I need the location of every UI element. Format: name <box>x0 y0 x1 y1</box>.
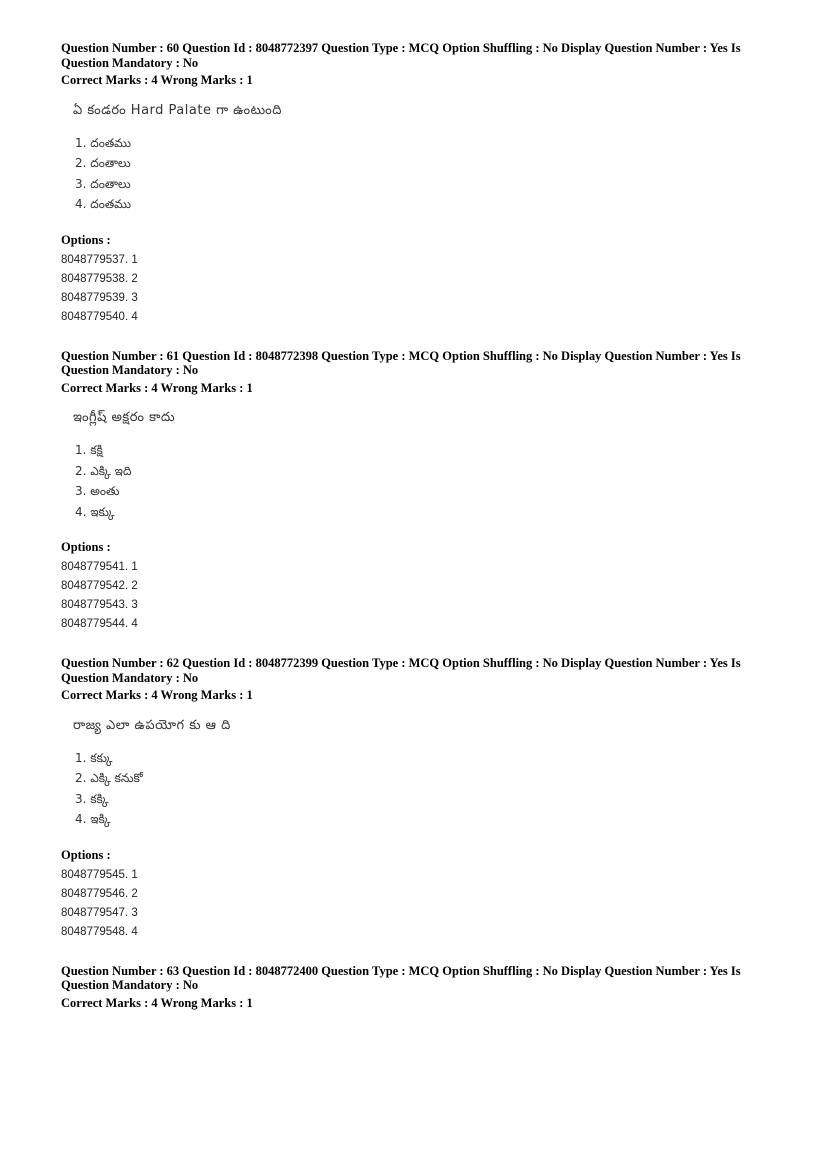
choice-item: 4. ఇక్కు <box>75 504 115 519</box>
question-mandatory: Question Mandatory : No <box>61 670 199 685</box>
question-meta <box>61 656 761 685</box>
question-meta-line: Question Number : 61 Question Id : 8048772398 Question Type : MCQ Option Shuffling : No Display Question Number : Yes Is <box>61 348 741 363</box>
option-id: 8048779541. 1 <box>61 561 138 573</box>
option-id: 8048779542. 2 <box>61 580 138 592</box>
choice-item: 4. ఇక్కి <box>75 812 111 826</box>
question-text: ఏ కండరం Hard Palate గా ఉంటుంది <box>73 102 282 118</box>
question-marks: Correct Marks : 4 Wrong Marks : 1 <box>61 995 253 1010</box>
options-label: Options : <box>61 232 111 247</box>
question-marks: Correct Marks : 4 Wrong Marks : 1 <box>61 73 253 87</box>
option-id: 8048779544. 4 <box>61 618 138 630</box>
question-meta-line: Question Number : 63 Question Id : 8048772400 Question Type : MCQ Option Shuffling : No Display Question Number : Yes Is <box>61 963 741 978</box>
option-id: 8048779545. 1 <box>61 868 138 881</box>
choice-item: 3. దంతాలు <box>75 176 131 191</box>
option-id: 8048779538. 2 <box>61 272 138 285</box>
question-block <box>61 964 761 1011</box>
question-block <box>61 41 761 327</box>
question-meta <box>61 964 761 993</box>
choice-item: 3. కక్కి <box>75 791 109 806</box>
question-paper <box>61 41 761 1032</box>
choice-item: 2. ఎక్కి కనుకో <box>75 771 143 785</box>
question-meta-line: Question Number : 62 Question Id : 8048772399 Question Type : MCQ Option Shuffling : No Display Question Number : Yes Is <box>61 656 741 670</box>
question-mandatory: Question Mandatory : No <box>61 363 199 377</box>
question-block <box>61 349 761 635</box>
choice-item: 2. దంతాలు <box>75 156 131 170</box>
option-id: 8048779547. 3 <box>61 906 138 919</box>
question-meta <box>61 349 761 378</box>
choice-list <box>75 748 761 830</box>
option-id-list <box>61 251 761 327</box>
choice-item: 2. ఎక్కి ఇది <box>75 463 132 478</box>
choice-list <box>75 133 761 215</box>
choice-item: 4. దంతము <box>75 197 132 211</box>
option-id-list <box>61 866 761 942</box>
question-mandatory: Question Mandatory : No <box>61 978 199 992</box>
question-meta-line: Question Number : 60 Question Id : 8048772397 Question Type : MCQ Option Shuffling : No Display Question Number : Yes Is <box>61 41 741 55</box>
option-id: 8048779548. 4 <box>61 925 138 938</box>
option-id: 8048779546. 2 <box>61 887 138 900</box>
question-text: రాజ్య ఎలా ఉపయోగ కు ఆ ది <box>73 717 231 733</box>
options-label: Options : <box>61 540 111 554</box>
question-marks: Correct Marks : 4 Wrong Marks : 1 <box>61 688 253 702</box>
choice-item: 1. కక్షి <box>75 443 103 457</box>
question-marks: Correct Marks : 4 Wrong Marks : 1 <box>61 380 253 395</box>
option-id-list <box>61 558 761 634</box>
option-id: 8048779540. 4 <box>61 310 138 323</box>
question-block <box>61 656 761 942</box>
question-text: ఇంగ్లీష్ అక్షరం కాదు <box>73 410 176 425</box>
question-meta <box>61 41 761 70</box>
choice-item: 1. కక్కు <box>75 750 113 765</box>
options-label: Options : <box>61 847 111 862</box>
option-id: 8048779537. 1 <box>61 253 138 266</box>
choice-list <box>75 440 761 522</box>
option-id: 8048779539. 3 <box>61 291 138 304</box>
option-id: 8048779543. 3 <box>61 599 138 611</box>
question-mandatory: Question Mandatory : No <box>61 55 199 70</box>
choice-item: 1. దంతము <box>75 135 132 150</box>
choice-item: 3. అంతు <box>75 484 120 498</box>
